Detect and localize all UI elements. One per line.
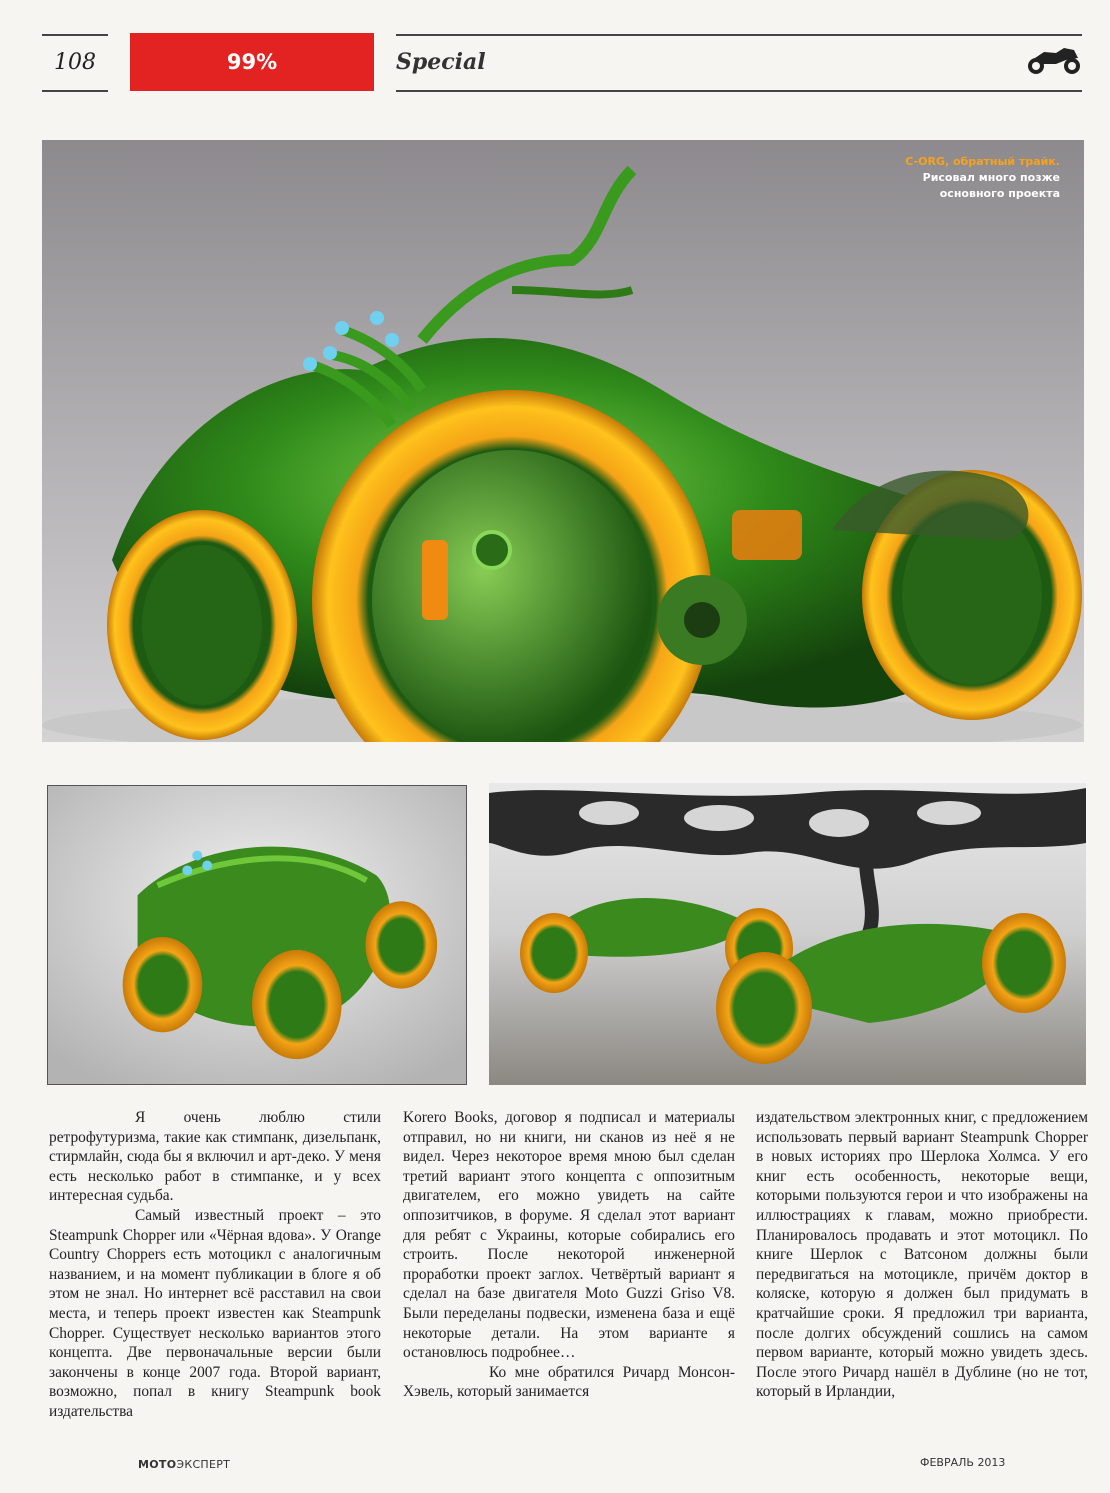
magazine-name-bold: МОТО — [138, 1458, 177, 1471]
magazine-name-rest: ЭКСПЕРТ — [176, 1458, 231, 1471]
caption-title: C-ORG, обратный трайк. — [905, 155, 1060, 168]
paragraph: Я очень люблю стили ретрофутуризма, такие как стимпанк, дизельпанк, стирмлайн, сюда бы я включил и арт-деко. У меня есть несколько работ в стимпанке, и у всех интересная судьба. — [49, 1109, 381, 1205]
article-column-3 — [756, 1108, 1088, 1402]
article-column-1 — [49, 1108, 381, 1422]
page-number: 108 — [54, 50, 96, 75]
trike-render-top — [48, 786, 466, 1084]
hero-caption — [905, 154, 1060, 202]
paragraph: Самый известный проект – это Steampunk Chopper или «Чёрная вдова». У Orange Country Choppers есть мотоцикл с аналогичным названием, и на момент публикации в блоге я об этом не знал. Но интернет всё расставил на свои места, и теперь проект известен как Steampunk Chopper. Существует несколько вариантов этого концепта. Две первоначальные версии были закончены в конце 2007 года. Второй вариант, возможно, попал в книгу Steampunk book издательства — [49, 1206, 381, 1420]
hero-photo — [42, 140, 1084, 742]
paragraph: издательством электронных книг, с предложением использовать первый вариант Steampunk Chopper в новых историях про Шерлока Холмса. У его книг есть особенность, некоторые вещи, которыми пользуются герои и что изображены на иллюстрациях к главам, можно приобрести. Планировалось продавать и этот мотоцикл. По книге Шерлок с Ватсоном должны были передвигаться на мотоцикле, причём доктор в коляске, которую я должен был придумать в кратчайшие сроки. Я предложил три варианта, после долгих обсуждений сошлись на самом первом варианте, который можно увидеть здесь. После этого Ричард нашёл в Дублине (но не тот, который в Ирландии, — [756, 1109, 1088, 1401]
caption-line: основного проекта — [939, 187, 1060, 200]
choppers-render — [489, 783, 1086, 1085]
trike-top-view-photo — [47, 785, 467, 1085]
two-choppers-photo — [489, 783, 1086, 1085]
section-title: Special — [396, 49, 486, 75]
issue-date: ФЕВРАЛЬ 2013 — [920, 1456, 1006, 1469]
section-header — [396, 34, 1082, 92]
paragraph: Korero Books, договор я подписал и материалы отправил, но ни книги, ни сканов из неё я не видел. Через некоторое время мною был сделан третий вариант этого концепта с оппозитным двигателем, его можно увидеть на сайте оппозитчиков, в форуме. Я сделал этот вариант для ребят с Украины, которые собирались его строить. После некоторой инженерной проработки проект заглох. Четвёртый вариант я сделал на базе двигателя Moto Guzzi Griso V8. Были переделаны подвески, изменена база и ещё некоторые детали. На этом варианте я остановлюсь подробнее… — [403, 1109, 735, 1362]
magazine-name — [138, 1458, 230, 1471]
trike-render — [42, 140, 1084, 742]
rubric-badge: 99% — [130, 33, 374, 91]
paragraph: Ко мне обратился Ричард Монсон-Хэвель, который занимается — [403, 1363, 735, 1401]
article-column-2 — [403, 1108, 735, 1402]
caption-line: Рисовал много позже — [922, 171, 1060, 184]
motorcycle-icon — [1026, 44, 1082, 76]
page-number-box — [42, 34, 108, 92]
